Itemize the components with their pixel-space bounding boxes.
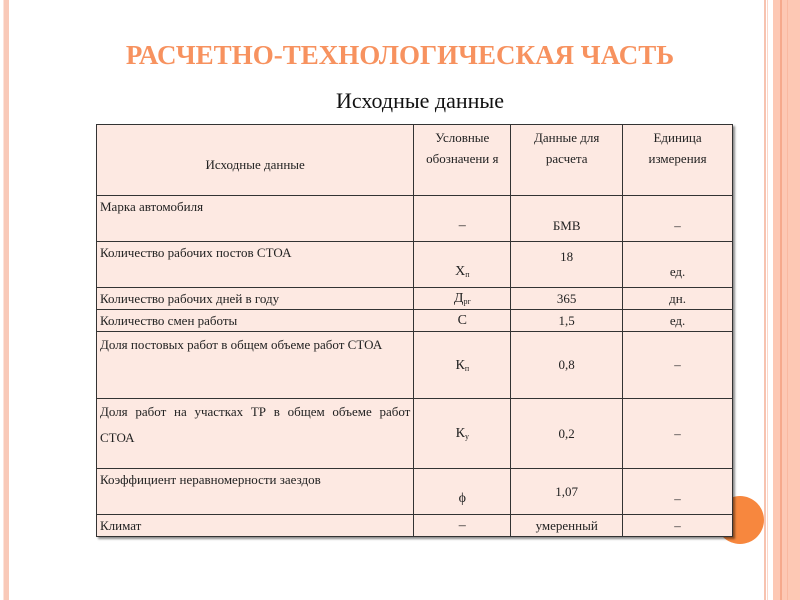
cell-value: 0,2 bbox=[511, 399, 623, 469]
cell-unit bbox=[623, 196, 733, 242]
table-row bbox=[97, 469, 733, 515]
cell-unit: ед. bbox=[623, 310, 733, 332]
cell-param: Климат bbox=[97, 515, 414, 537]
cell-param: Коэффициент неравномерности заездов bbox=[97, 469, 414, 515]
symbol-text: К bbox=[455, 357, 465, 373]
symbol-text: – bbox=[458, 218, 466, 233]
unit-text: ед. bbox=[669, 263, 686, 279]
cell-unit bbox=[623, 242, 733, 288]
slide-subtitle: Исходные данные bbox=[336, 88, 504, 113]
cell-unit bbox=[623, 469, 733, 515]
slide-title: РАСЧЕТНО-ТЕХНОЛОГИЧЕСКАЯ ЧАСТЬ bbox=[125, 40, 675, 70]
table-row bbox=[97, 399, 733, 469]
cell-value: умеренный bbox=[511, 515, 623, 537]
cell-param: Количество рабочих постов СТОА bbox=[97, 242, 414, 288]
cell-symbol bbox=[414, 310, 511, 332]
cell-param: Доля постовых работ в общем объеме работ СТОА bbox=[97, 332, 414, 399]
cell-symbol bbox=[414, 399, 511, 469]
symbol-text: С bbox=[457, 313, 467, 328]
cell-symbol bbox=[414, 515, 511, 537]
header-unit: Единица измерения bbox=[623, 125, 733, 196]
cell-unit: – bbox=[623, 399, 733, 469]
cell-symbol bbox=[414, 332, 511, 399]
cell-unit: – bbox=[623, 515, 733, 537]
table-row bbox=[97, 515, 733, 537]
cell-unit: – bbox=[623, 332, 733, 399]
symbol-subscript: рг bbox=[463, 297, 471, 306]
cell-symbol bbox=[414, 469, 511, 515]
cell-param: Количество рабочих дней в году bbox=[97, 288, 414, 310]
cell-value: 1,07 bbox=[511, 469, 623, 515]
symbol-text: К bbox=[455, 426, 465, 441]
symbol-subscript: у bbox=[464, 432, 469, 441]
cell-param: Количество смен работы bbox=[97, 310, 414, 332]
value-text: 18 bbox=[560, 248, 574, 264]
cell-param: Доля работ на участках ТР в общем объеме работ СТОА bbox=[97, 399, 414, 469]
cell-unit: дн. bbox=[623, 288, 733, 310]
header-param: Исходные данные bbox=[97, 125, 414, 196]
symbol-text: ϕ bbox=[458, 491, 466, 506]
table-row bbox=[97, 196, 733, 242]
value-text: БМВ bbox=[552, 217, 581, 233]
cell-symbol bbox=[414, 196, 511, 242]
symbol-text: Х bbox=[455, 264, 466, 279]
table-row bbox=[97, 288, 733, 310]
table-row bbox=[97, 332, 733, 399]
cell-value: 1,5 bbox=[511, 310, 623, 332]
symbol-text: – bbox=[458, 518, 466, 533]
symbol-subscript: п bbox=[465, 270, 470, 279]
table-row bbox=[97, 310, 733, 332]
header-symbol: Условные обозначени я bbox=[414, 125, 511, 196]
cell-value: 365 bbox=[511, 288, 623, 310]
table-row bbox=[97, 242, 733, 288]
symbol-text: Д bbox=[453, 291, 464, 306]
table-header-row bbox=[97, 125, 733, 196]
source-data-table bbox=[96, 124, 733, 537]
header-value: Данные для расчета bbox=[511, 125, 623, 196]
symbol-subscript: п bbox=[464, 363, 470, 373]
unit-text: – bbox=[674, 217, 681, 233]
cell-value bbox=[511, 196, 623, 242]
unit-text: – bbox=[674, 490, 681, 506]
cell-value: 0,8 bbox=[511, 332, 623, 399]
cell-symbol bbox=[414, 288, 511, 310]
cell-param: Марка автомобиля bbox=[97, 196, 414, 242]
cell-symbol bbox=[414, 242, 511, 288]
cell-value bbox=[511, 242, 623, 288]
